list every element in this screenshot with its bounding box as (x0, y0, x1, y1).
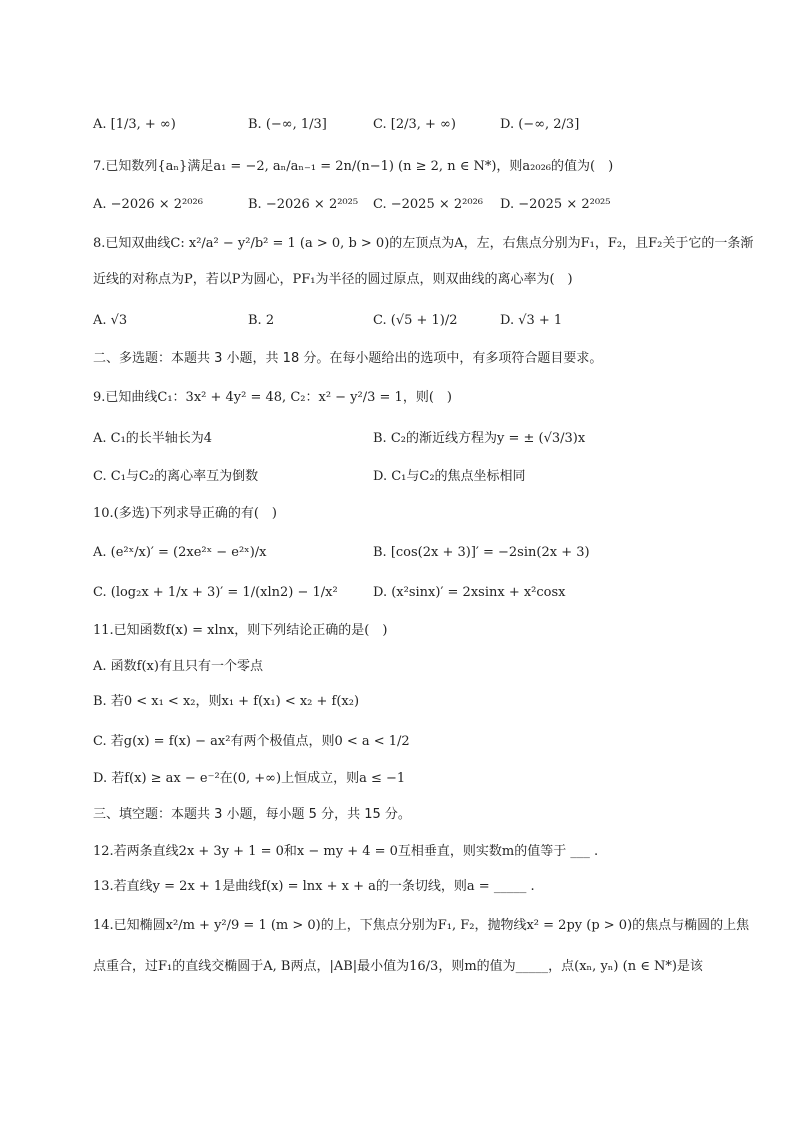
q8-option-d[interactable]: D. √3 + 1 (500, 313, 563, 328)
section-fill-blank-heading: 三、填空题：本题共 3 小题，每小题 5 分，共 15 分。 (93, 807, 411, 822)
q7-option-c[interactable]: C. −2025 × 2²⁰²⁶ (373, 197, 483, 212)
q11-option-d[interactable]: D. 若f(x) ≥ ax − e⁻²在(0, +∞)上恒成立，则a ≤ −1 (93, 771, 406, 786)
q10-option-d[interactable]: D. (x²sinx)′ = 2xsinx + x²cosx (373, 585, 566, 600)
q14-stem-line2: 点重合，过F₁的直线交椭圆于A, B两点，|AB|最小值为16/3，则m的值为_____，点(xₙ, yₙ) (n ∈ N*)是该 (93, 959, 703, 974)
section-multiple-choice-heading: 二、多选题：本题共 3 小题，共 18 分。在每小题给出的选项中，有多项符合题目要求。 (93, 351, 603, 366)
q11-stem: 11.已知函数f(x) = xlnx，则下列结论正确的是( ) (93, 623, 388, 638)
q9-option-a[interactable]: A. C₁的长半轴长为4 (93, 431, 213, 446)
q7-option-a[interactable]: A. −2026 × 2²⁰²⁶ (93, 197, 203, 212)
q8-option-a[interactable]: A. √3 (93, 313, 128, 328)
q10-option-a[interactable]: A. (e²ˣ/x)′ = (2xe²ˣ − e²ˣ)/x (93, 545, 267, 560)
q6-option-d[interactable]: D. (−∞, 2/3] (500, 117, 580, 132)
q6-option-c[interactable]: C. [2/3, + ∞) (373, 117, 456, 132)
q9-option-c[interactable]: C. C₁与C₂的离心率互为倒数 (93, 469, 259, 484)
q8-stem-line1: 8.已知双曲线C: x²/a² − y²/b² = 1 (a > 0, b > 0)的左顶点为A，左，右焦点分别为F₁，F₂，且F₂关于它的一条渐 (93, 236, 754, 251)
q8-option-c[interactable]: C. (√5 + 1)/2 (373, 313, 458, 328)
q9-option-b[interactable]: B. C₂的渐近线方程为y = ± (√3/3)x (373, 431, 586, 446)
q10-stem: 10.(多选)下列求导正确的有( ) (93, 506, 277, 521)
q11-option-b[interactable]: B. 若0 < x₁ < x₂，则x₁ + f(x₁) < x₂ + f(x₂) (93, 694, 360, 709)
q9-option-d[interactable]: D. C₁与C₂的焦点坐标相同 (373, 469, 526, 484)
q7-option-d[interactable]: D. −2025 × 2²⁰²⁵ (500, 197, 611, 212)
q10-option-c[interactable]: C. (log₂x + 1/x + 3)′ = 1/(xln2) − 1/x² (93, 585, 338, 600)
q6-option-a[interactable]: A. [1/3, + ∞) (93, 117, 176, 132)
q11-option-a[interactable]: A. 函数f(x)有且只有一个零点 (93, 659, 263, 674)
q14-stem-line1: 14.已知椭圆x²/m + y²/9 = 1 (m > 0)的上，下焦点分别为F₁, F₂，抛物线x² = 2py (p > 0)的焦点与椭圆的上焦 (93, 918, 750, 933)
q12-stem: 12.若两条直线2x + 3y + 1 = 0和x − my + 4 = 0互相垂直，则实数m的值等于 ___ . (93, 844, 599, 859)
q7-stem: 7.已知数列{aₙ}满足a₁ = −2, aₙ/aₙ₋₁ = 2n/(n−1) (n ≥ 2, n ∈ N*)，则a₂₀₂₆的值为( ) (93, 159, 614, 174)
q10-option-b[interactable]: B. [cos(2x + 3)]′ = −2sin(2x + 3) (373, 545, 590, 560)
q8-stem-line2: 近线的对称点为P，若以P为圆心，PF₁为半径的圆过原点，则双曲线的离心率为( ) (93, 272, 573, 287)
q13-stem: 13.若直线y = 2x + 1是曲线f(x) = lnx + x + a的一条切线，则a = _____ . (93, 879, 535, 894)
q11-option-c[interactable]: C. 若g(x) = f(x) − ax²有两个极值点，则0 < a < 1/2 (93, 734, 410, 749)
q7-option-b[interactable]: B. −2026 × 2²⁰²⁵ (248, 197, 359, 212)
q9-stem: 9.已知曲线C₁：3x² + 4y² = 48, C₂：x² − y²/3 = 1，则( ) (93, 390, 452, 405)
q8-option-b[interactable]: B. 2 (248, 313, 275, 328)
q6-option-b[interactable]: B. (−∞, 1/3] (248, 117, 327, 132)
